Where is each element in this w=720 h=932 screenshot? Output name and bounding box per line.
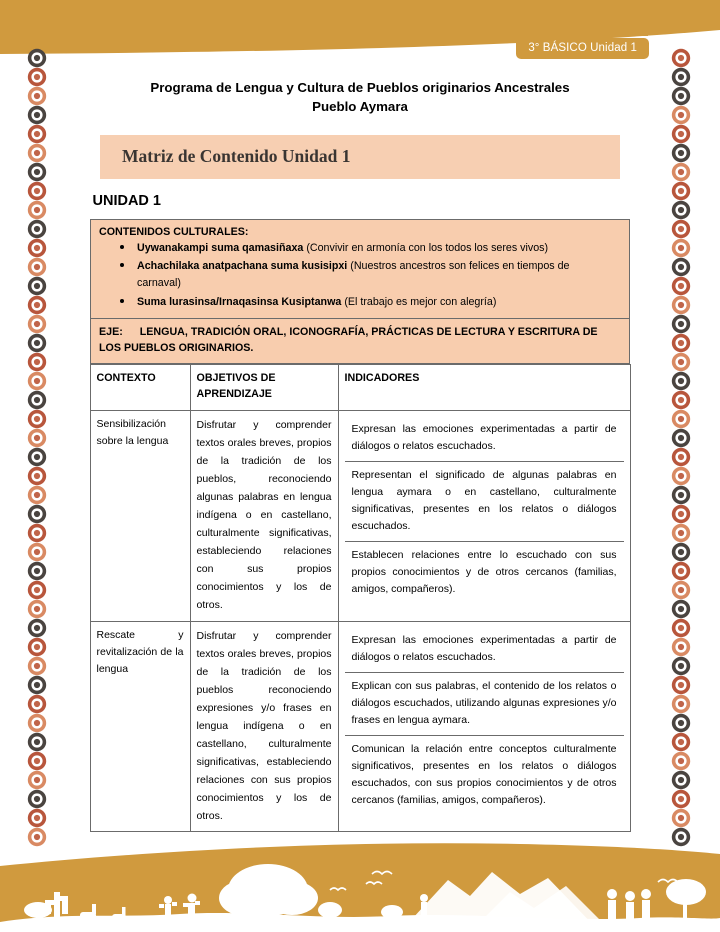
- bullet-icon: [120, 299, 124, 303]
- eje-label: EJE:: [99, 325, 123, 338]
- column-header-contexto: CONTEXTO: [90, 365, 190, 411]
- cultural-contents-box: [90, 219, 630, 364]
- page-title-line1: Programa de Lengua y Cultura de Pueblos originarios Ancestrales: [150, 80, 570, 95]
- cell-indicadores: [338, 411, 630, 622]
- cultural-term-gloss: (El trabajo es mejor con alegría): [344, 295, 497, 308]
- matriz-title-bar: [100, 135, 620, 179]
- column-header-indicadores: INDICADORES: [338, 365, 630, 411]
- page-title-line2: Pueblo Aymara: [312, 99, 408, 115]
- cultural-term-aymara: Suma lurasinsa/Irnaqasinsa Kusiptanwa: [137, 295, 342, 308]
- indicator-list: [345, 416, 624, 604]
- bullet-icon: [120, 263, 124, 267]
- indicator-item: Expresan las emociones experimentadas a partir de diálogos o relatos escuchados.: [345, 416, 624, 462]
- cultural-term-aymara: Uywanakampi suma qamasiñaxa: [137, 241, 304, 254]
- bottom-landscape-illustration: [0, 834, 720, 932]
- cell-indicadores: [338, 621, 630, 832]
- unidad-heading: UNIDAD 1: [92, 192, 161, 209]
- indicator-item: Explican con sus palabras, el contenido de los relatos o diálogos escuchados, utilizando algunas expresiones y/o frases en lengua aymara.: [345, 672, 624, 735]
- indicator-item: Expresan las emociones experimentadas a partir de diálogos o relatos escuchados.: [345, 627, 624, 673]
- list-item: [135, 294, 615, 311]
- cell-objetivo: Disfrutar y comprender textos orales breves, propios de la tradición de los pueblos reconociendo expresiones y/o frases en lengua indígena o en castellano, culturalmente significativas, estableciendo relaciones con sus propios conocimientos y los de otros.: [190, 621, 338, 832]
- cultural-contents-heading: CONTENIDOS CULTURALES:: [99, 225, 249, 238]
- cell-objetivo: Disfrutar y comprender textos orales breves, propios de la tradición de los pueblos, reconociendo algunas palabras en lengua indígena o en castellano, culturalmente significativas, estableciendo relaciones con sus propios conocimientos y los de otros.: [190, 411, 338, 622]
- matrix-table: [90, 364, 631, 832]
- table-header-row: [90, 365, 630, 411]
- column-header-objetivos: OBJETIVOS DE APRENDIZAJE: [190, 365, 338, 411]
- indicator-item: Comunican la relación entre conceptos culturalmente significativos, presentes en los relatos o diálogos escuchados, con sus propios conocimientos y de otros cercanos (familias, amigos, compañeros).: [351, 742, 617, 806]
- eje-row: [91, 318, 629, 363]
- cell-contexto: Sensibilización sobre la lengua: [90, 411, 190, 622]
- indicator-item: Representan el significado de algunas palabras en lengua aymara o en castellano, culturalmente significativas, presentes en los relatos o diálogos escuchados.: [345, 462, 624, 542]
- bullet-icon: [120, 245, 124, 249]
- cultural-term-gloss: (Convivir en armonía con los todos los seres vivos): [306, 241, 549, 254]
- table-row: [90, 411, 630, 622]
- indicator-list: [345, 627, 624, 815]
- indicator-item: Establecen relaciones entre lo escuchado con sus propios conocimientos y de otros cercanos (familias, amigos, compañeros).: [351, 549, 617, 595]
- cell-contexto: Rescate y revitalización de la lengua: [90, 621, 190, 832]
- cultural-term-gloss: (Nuestros ancestros son felices en tiempos de carnaval): [137, 259, 570, 290]
- status-badge: 3° BÁSICO Unidad 1: [516, 38, 649, 59]
- list-item: [135, 240, 615, 257]
- eje-text: LENGUA, TRADICIÓN ORAL, ICONOGRAFÍA, PRÁCTICAS DE LECTURA Y ESCRITURA DE LOS PUEBLOS ORIGINARIOS.: [99, 325, 598, 355]
- table-row: [90, 621, 630, 832]
- cultural-contents-list: [91, 240, 629, 318]
- cultural-term-aymara: Achachilaka anatpachana suma kusisipxi: [137, 259, 348, 272]
- page-title: [90, 78, 630, 117]
- list-item: [135, 258, 615, 293]
- matriz-title: Matriz de Contenido Unidad 1: [122, 146, 351, 167]
